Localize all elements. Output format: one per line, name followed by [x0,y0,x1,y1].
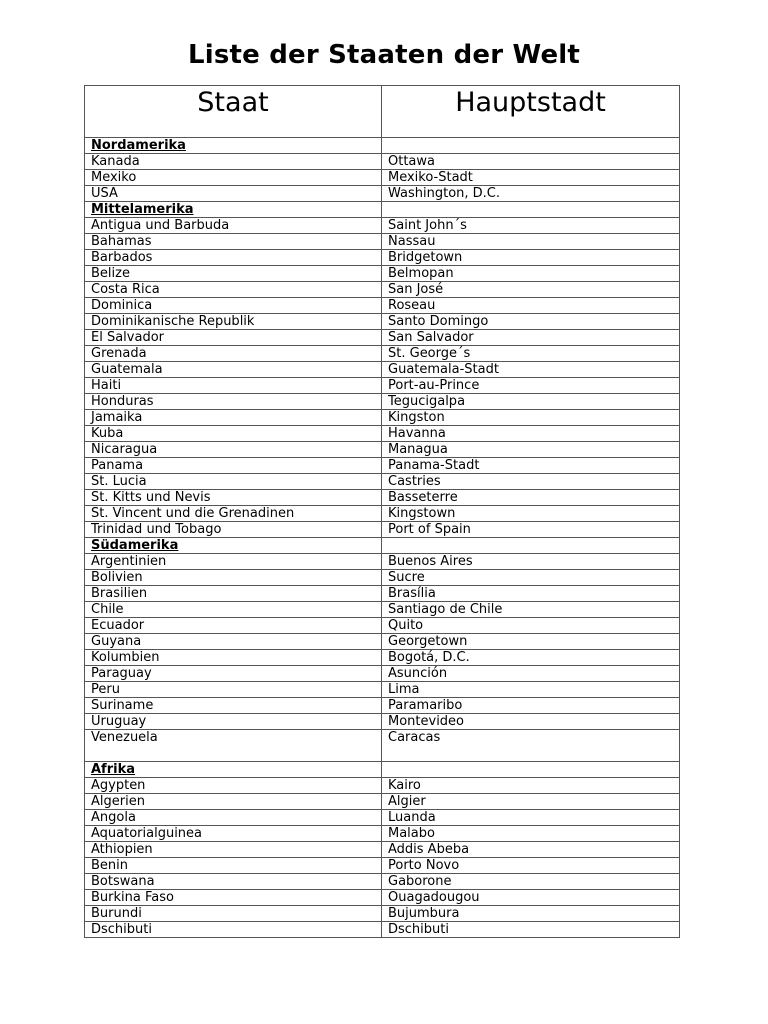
capital-cell [382,538,680,554]
table-row [85,330,680,346]
table-row [85,154,680,170]
table-row [85,346,680,362]
state-cell: Costa Rica [85,282,382,298]
state-cell: Benin [85,858,382,874]
capital-cell: Ottawa [382,154,680,170]
section-row [85,202,680,218]
capital-cell: Port-au-Prince [382,378,680,394]
capital-cell: Kingston [382,410,680,426]
table-row [85,458,680,474]
table-body [85,138,680,938]
capital-cell: St. George´s [382,346,680,362]
capital-cell: Nassau [382,234,680,250]
table-row [85,410,680,426]
capital-cell: Belmopan [382,266,680,282]
capital-cell: Caracas [382,730,680,762]
state-cell: Dschibuti [85,922,382,938]
section-row [85,538,680,554]
capital-cell: Tegucigalpa [382,394,680,410]
state-cell: Honduras [85,394,382,410]
table-row [85,570,680,586]
capital-cell: Kingstown [382,506,680,522]
table-row [85,906,680,922]
page-title: Liste der Staaten der Welt [187,40,581,70]
table-row [85,602,680,618]
table-row [85,218,680,234]
state-cell: Ecuador [85,618,382,634]
capital-cell: Quito [382,618,680,634]
state-cell: Suriname [85,698,382,714]
state-cell: Paraguay [85,666,382,682]
table-row [85,682,680,698]
table-row [85,826,680,842]
capital-cell: Castries [382,474,680,490]
column-header-capital: Hauptstadt [382,86,680,138]
table-row [85,858,680,874]
capital-cell: Basseterre [382,490,680,506]
state-cell: Guatemala [85,362,382,378]
state-cell: Jamaika [85,410,382,426]
table-row [85,250,680,266]
state-cell: Mexiko [85,170,382,186]
state-cell: Uruguay [85,714,382,730]
capital-cell: Mexiko-Stadt [382,170,680,186]
capital-cell: Buenos Aires [382,554,680,570]
state-cell: Kolumbien [85,650,382,666]
capital-cell: Algier [382,794,680,810]
capital-cell: Sucre [382,570,680,586]
table-row [85,314,680,330]
capital-cell: Paramaribo [382,698,680,714]
state-cell: Antigua und Barbuda [85,218,382,234]
table-row [85,698,680,714]
state-cell: Bahamas [85,234,382,250]
state-cell: Brasilien [85,586,382,602]
state-cell: Angola [85,810,382,826]
table-row [85,266,680,282]
state-cell: Algerien [85,794,382,810]
capital-cell: Saint John´s [382,218,680,234]
table-row [85,874,680,890]
table-row [85,554,680,570]
state-cell: USA [85,186,382,202]
capital-cell: Havanna [382,426,680,442]
capital-cell: San Salvador [382,330,680,346]
state-cell: Belize [85,266,382,282]
table-row [85,922,680,938]
capital-cell: Port of Spain [382,522,680,538]
state-cell: St. Lucia [85,474,382,490]
state-cell: Dominica [85,298,382,314]
capital-cell: San José [382,282,680,298]
table-row [85,586,680,602]
capital-cell [382,138,680,154]
capital-cell: Managua [382,442,680,458]
capital-cell: Gaborone [382,874,680,890]
table-row [85,282,680,298]
state-cell: Chile [85,602,382,618]
state-cell: Nicaragua [85,442,382,458]
table-row [85,794,680,810]
section-row [85,138,680,154]
state-cell: St. Kitts und Nevis [85,490,382,506]
table-row [85,506,680,522]
capital-cell: Luanda [382,810,680,826]
column-header-state: Staat [85,86,382,138]
capital-cell: Asunción [382,666,680,682]
state-cell: Ägypten [85,778,382,794]
state-cell: Venezuela [85,730,382,762]
section-row [85,762,680,778]
capital-cell: Dschibuti [382,922,680,938]
capital-cell [382,762,680,778]
table-row [85,474,680,490]
capital-cell: Panama-Stadt [382,458,680,474]
state-cell: St. Vincent und die Grenadinen [85,506,382,522]
state-cell: Kanada [85,154,382,170]
capital-cell: Santiago de Chile [382,602,680,618]
capital-cell: Porto Novo [382,858,680,874]
table-row [85,618,680,634]
table-row [85,890,680,906]
capital-cell: Georgetown [382,634,680,650]
table-row [85,842,680,858]
state-cell: Botswana [85,874,382,890]
capital-cell: Bridgetown [382,250,680,266]
state-cell: Barbados [85,250,382,266]
state-cell: Guyana [85,634,382,650]
table-row [85,666,680,682]
table-row [85,650,680,666]
section-heading: Südamerika [85,538,382,554]
section-heading: Afrika [85,762,382,778]
state-cell: Äquatorialguinea [85,826,382,842]
table-row [85,634,680,650]
capital-cell: Montevideo [382,714,680,730]
table-header-row [85,86,680,138]
section-heading: Mittelamerika [85,202,382,218]
capital-cell: Brasília [382,586,680,602]
section-heading: Nordamerika [85,138,382,154]
table-row [85,234,680,250]
table-row [85,730,680,762]
state-cell: Haiti [85,378,382,394]
table-row [85,714,680,730]
table-row [85,522,680,538]
state-cell: Kuba [85,426,382,442]
state-cell: Bolivien [85,570,382,586]
state-cell: Argentinien [85,554,382,570]
capital-cell: Roseau [382,298,680,314]
state-cell: Panama [85,458,382,474]
state-cell: Dominikanische Republik [85,314,382,330]
capital-cell: Addis Abeba [382,842,680,858]
capital-cell: Malabo [382,826,680,842]
state-cell: Grenada [85,346,382,362]
table-row [85,362,680,378]
capital-cell: Washington, D.C. [382,186,680,202]
state-cell: El Salvador [85,330,382,346]
capital-cell: Santo Domingo [382,314,680,330]
state-cell: Trinidad und Tobago [85,522,382,538]
table-row [85,810,680,826]
table-row [85,378,680,394]
table-row [85,426,680,442]
table-row [85,778,680,794]
state-cell: Äthiopien [85,842,382,858]
state-cell: Burundi [85,906,382,922]
table-row [85,442,680,458]
table-row [85,298,680,314]
capital-cell: Bogotá, D.C. [382,650,680,666]
capital-cell [382,202,680,218]
capital-cell: Guatemala-Stadt [382,362,680,378]
table-row [85,490,680,506]
table-row [85,186,680,202]
capital-cell: Ouagadougou [382,890,680,906]
capital-cell: Kairo [382,778,680,794]
capital-cell: Bujumbura [382,906,680,922]
table-row [85,170,680,186]
states-table [84,85,680,938]
capital-cell: Lima [382,682,680,698]
table-row [85,394,680,410]
state-cell: Peru [85,682,382,698]
state-cell: Burkina Faso [85,890,382,906]
